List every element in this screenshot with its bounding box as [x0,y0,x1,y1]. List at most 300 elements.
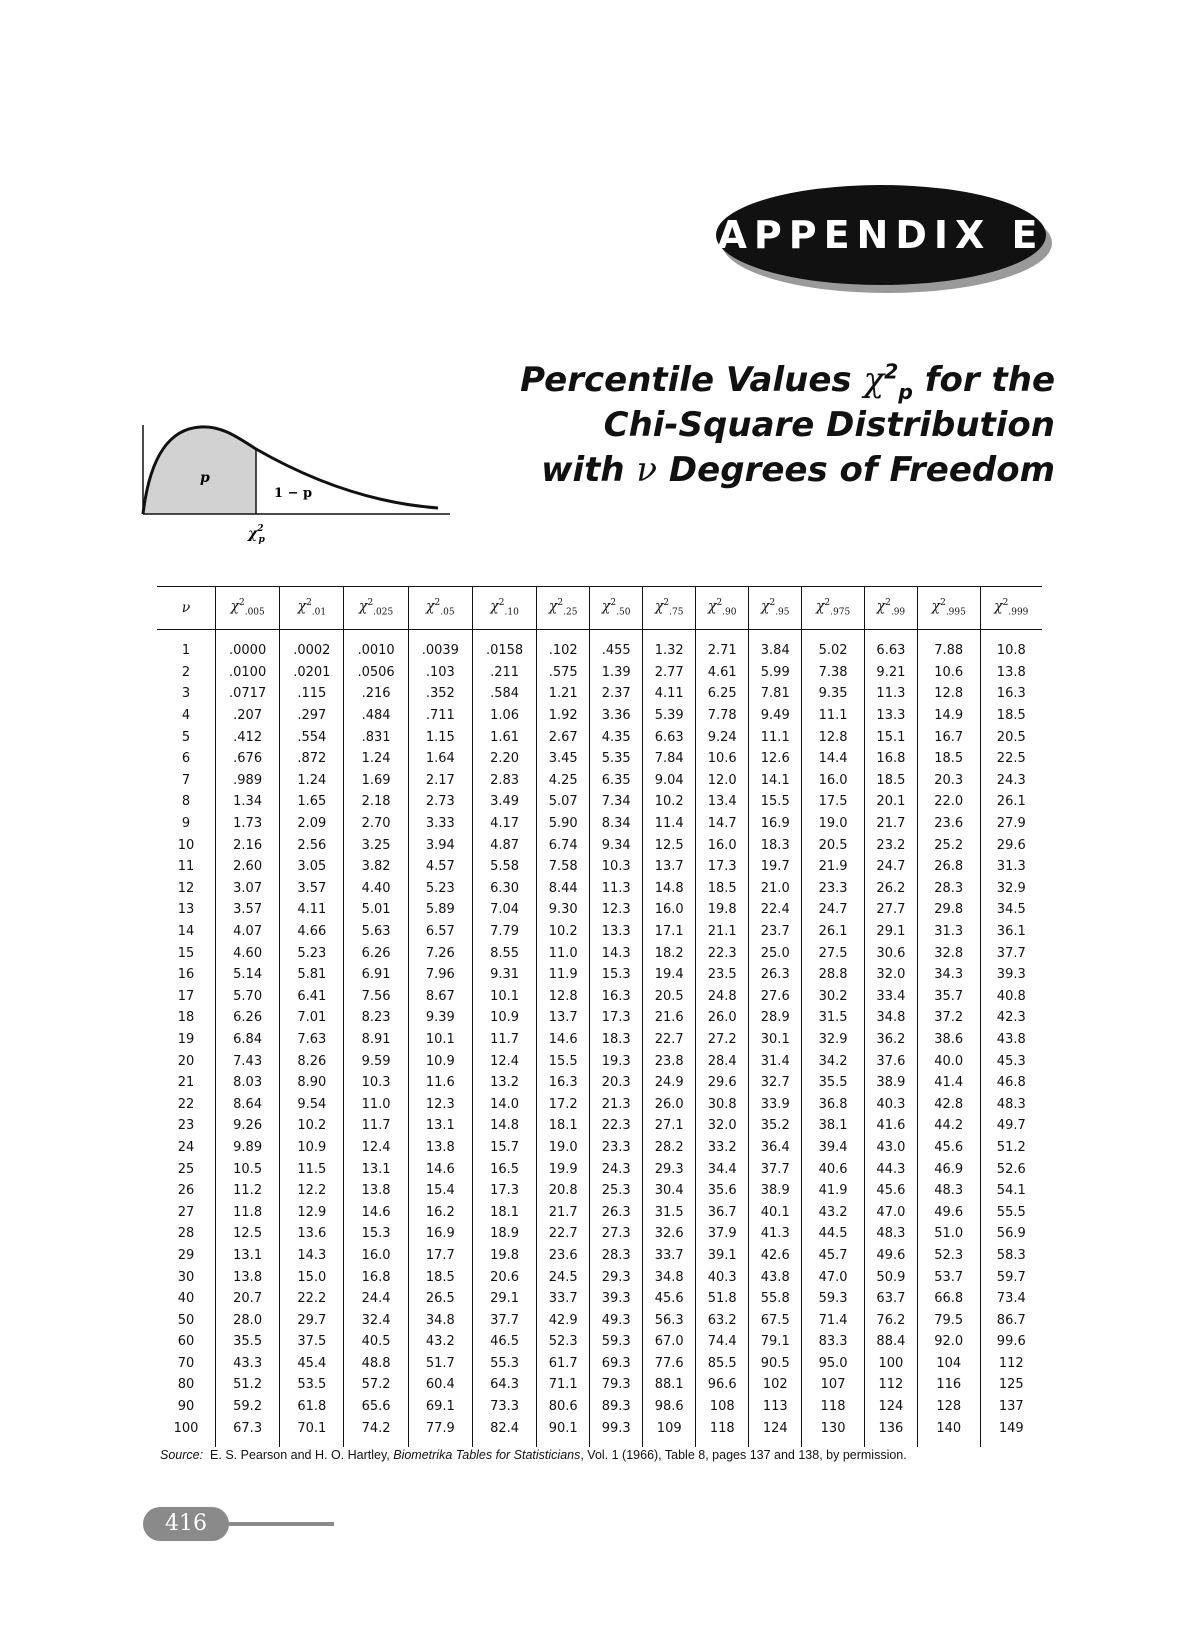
value-cell: 7.26 [408,942,472,964]
value-cell: 36.8 [802,1093,865,1115]
value-cell: 6.74 [537,834,590,856]
value-cell: 13.2 [472,1072,536,1094]
value-cell: 43.8 [980,1029,1042,1051]
value-cell: 2.16 [216,834,280,856]
table-row [157,1137,1042,1159]
value-cell: 5.07 [537,791,590,813]
value-cell: 7.88 [917,630,980,662]
value-cell: 16.8 [864,748,917,770]
value-cell: 3.57 [280,878,344,900]
nu-header: ν [157,587,216,630]
percentile-header: $\chi^2_{.025}$ [344,587,408,630]
degrees-of-freedom-cell: 3 [181,686,191,702]
value-cell: 40.0 [917,1050,980,1072]
value-cell: 17.5 [802,791,865,813]
value-cell: .989 [216,770,280,792]
value-cell: 12.0 [696,770,749,792]
value-cell: 67.0 [643,1331,696,1353]
table-row [157,1050,1042,1072]
value-cell: 7.79 [472,921,536,943]
value-cell: 30.4 [643,1180,696,1202]
value-cell: 51.2 [216,1374,280,1396]
degrees-of-freedom-cell: 13 [177,902,195,918]
value-cell: 26.0 [643,1093,696,1115]
value-cell: 5.89 [408,899,472,921]
value-cell: 11.5 [280,1158,344,1180]
value-cell: 59.3 [590,1331,643,1353]
value-cell: 37.7 [749,1158,802,1180]
value-cell: 15.0 [280,1266,344,1288]
value-cell: 14.7 [696,813,749,835]
value-cell: 14.6 [537,1029,590,1051]
value-cell: 6.57 [408,921,472,943]
value-cell: 48.3 [980,1093,1042,1115]
value-cell: 73.4 [980,1288,1042,1310]
value-cell: 3.82 [344,856,408,878]
table-row [157,1288,1042,1310]
value-cell: 3.33 [408,813,472,835]
value-cell: 9.39 [408,1007,472,1029]
value-cell: 6.25 [696,683,749,705]
table-row [157,1115,1042,1137]
value-cell: 42.9 [537,1309,590,1331]
value-cell: 28.2 [643,1137,696,1159]
value-cell: 4.17 [472,813,536,835]
value-cell: 4.66 [280,921,344,943]
value-cell: 7.34 [590,791,643,813]
p-label: p [200,470,210,486]
value-cell: 20.6 [472,1266,536,1288]
table-row [157,726,1042,748]
value-cell: 86.7 [980,1309,1042,1331]
value-cell: .711 [408,705,472,727]
value-cell: 16.3 [980,683,1042,705]
value-cell: .0002 [280,630,344,662]
source-note [160,1448,907,1462]
value-cell: 31.5 [802,1007,865,1029]
degrees-of-freedom-cell: 22 [177,1096,195,1112]
table-body [157,630,1042,1447]
value-cell: 12.5 [643,834,696,856]
value-cell: 12.6 [749,748,802,770]
value-cell: 40.3 [864,1093,917,1115]
value-cell: 4.35 [590,726,643,748]
value-cell: 45.6 [917,1137,980,1159]
value-cell: 10.2 [643,791,696,813]
value-cell: 1.69 [344,770,408,792]
value-cell: 77.6 [643,1353,696,1375]
value-cell: 3.07 [216,878,280,900]
value-cell: 1.06 [472,705,536,727]
value-cell: 6.26 [344,942,408,964]
value-cell: 21.6 [643,1007,696,1029]
value-cell: 2.60 [216,856,280,878]
value-cell: 2.67 [537,726,590,748]
value-cell: 6.84 [216,1029,280,1051]
value-cell: 12.2 [280,1180,344,1202]
value-cell: 10.9 [280,1137,344,1159]
value-cell: 136 [864,1417,917,1447]
value-cell: 90.5 [749,1353,802,1375]
value-cell: 15.5 [749,791,802,813]
table-row [157,964,1042,986]
value-cell: 22.2 [280,1288,344,1310]
degrees-of-freedom-cell: 27 [177,1204,195,1220]
value-cell: 49.6 [917,1201,980,1223]
value-cell: 15.1 [864,726,917,748]
value-cell: 8.34 [590,813,643,835]
percentile-header: $\chi^2_{.75}$ [643,587,696,630]
value-cell: 49.6 [864,1245,917,1267]
value-cell: 112 [980,1353,1042,1375]
value-cell: 124 [749,1417,802,1447]
value-cell: 100 [864,1353,917,1375]
table-row [157,683,1042,705]
value-cell: 35.6 [696,1180,749,1202]
value-cell: 1.64 [408,748,472,770]
value-cell: 10.3 [344,1072,408,1094]
value-cell: 48.8 [344,1353,408,1375]
value-cell: 45.3 [980,1050,1042,1072]
value-cell: 42.8 [917,1093,980,1115]
value-cell: 8.91 [344,1029,408,1051]
value-cell: 3.45 [537,748,590,770]
value-cell: 9.21 [864,662,917,684]
value-cell: 5.35 [590,748,643,770]
value-cell: 5.01 [344,899,408,921]
value-cell: 26.1 [980,791,1042,813]
value-cell: 125 [980,1374,1042,1396]
value-cell: 1.65 [280,791,344,813]
value-cell: 22.3 [590,1115,643,1137]
value-cell: 39.1 [696,1245,749,1267]
degrees-of-freedom-cell: 5 [181,729,191,745]
table-row [157,856,1042,878]
value-cell: 5.99 [749,662,802,684]
value-cell: 21.3 [590,1093,643,1115]
value-cell: 17.7 [408,1245,472,1267]
value-cell: 69.1 [408,1396,472,1418]
value-cell: 17.2 [537,1093,590,1115]
value-cell: 19.8 [696,899,749,921]
value-cell: 13.8 [408,1137,472,1159]
degrees-of-freedom-cell: 23 [177,1118,195,1134]
value-cell: 27.6 [749,986,802,1008]
value-cell: 5.81 [280,964,344,986]
value-cell: 43.0 [864,1137,917,1159]
value-cell: 102 [749,1374,802,1396]
value-cell: 8.26 [280,1050,344,1072]
value-cell: 13.7 [537,1007,590,1029]
value-cell: 2.73 [408,791,472,813]
value-cell: 99.6 [980,1331,1042,1353]
value-cell: 14.6 [344,1201,408,1223]
value-cell: 67.5 [749,1309,802,1331]
value-cell: 9.35 [802,683,865,705]
value-cell: 13.7 [643,856,696,878]
value-cell: 38.9 [864,1072,917,1094]
table-row [157,1072,1042,1094]
value-cell: 47.0 [864,1201,917,1223]
value-cell: 2.83 [472,770,536,792]
value-cell: 31.3 [917,921,980,943]
value-cell: 54.1 [980,1180,1042,1202]
value-cell: 20.7 [216,1288,280,1310]
value-cell: 34.3 [917,964,980,986]
value-cell: 36.2 [864,1029,917,1051]
value-cell: 22.5 [980,748,1042,770]
table-row [157,1180,1042,1202]
value-cell: 35.5 [802,1072,865,1094]
value-cell: 3.84 [749,630,802,662]
value-cell: 80.6 [537,1396,590,1418]
value-cell: 5.23 [280,942,344,964]
value-cell: 29.7 [280,1309,344,1331]
value-cell: 45.6 [864,1180,917,1202]
value-cell: 13.3 [590,921,643,943]
value-cell: 26.5 [408,1288,472,1310]
percentile-header: $\chi^2_{.90}$ [696,587,749,630]
value-cell: 5.02 [802,630,865,662]
value-cell: 104 [917,1353,980,1375]
value-cell: 29.3 [590,1266,643,1288]
value-cell: 23.6 [917,813,980,835]
value-cell: .0010 [344,630,408,662]
value-cell: 15.7 [472,1137,536,1159]
value-cell: 47.0 [802,1266,865,1288]
value-cell: 44.2 [917,1115,980,1137]
value-cell: 5.39 [643,705,696,727]
value-cell: 40.8 [980,986,1042,1008]
value-cell: 2.71 [696,630,749,662]
table-row [157,1309,1042,1331]
value-cell: 96.6 [696,1374,749,1396]
value-cell: 13.6 [280,1223,344,1245]
degrees-of-freedom-cell: 12 [177,880,195,896]
value-cell: 65.6 [344,1396,408,1418]
value-cell: 29.1 [472,1288,536,1310]
value-cell: 40.1 [749,1201,802,1223]
value-cell: 19.0 [537,1137,590,1159]
value-cell: 11.1 [802,705,865,727]
value-cell: .455 [590,630,643,662]
value-cell: 108 [696,1396,749,1418]
chi-square-table [157,586,1042,1447]
value-cell: 25.2 [917,834,980,856]
table-row [157,1374,1042,1396]
value-cell: 61.7 [537,1353,590,1375]
value-cell: 21.0 [749,878,802,900]
value-cell: 25.3 [590,1180,643,1202]
value-cell: 30.2 [802,986,865,1008]
value-cell: 12.8 [537,986,590,1008]
value-cell: 118 [696,1417,749,1447]
value-cell: 7.58 [537,856,590,878]
value-cell: 30.6 [864,942,917,964]
value-cell: 3.94 [408,834,472,856]
value-cell: 26.3 [749,964,802,986]
value-cell: 24.3 [980,770,1042,792]
degrees-of-freedom-cell: 2 [181,664,191,680]
value-cell: 98.6 [643,1396,696,1418]
value-cell: 19.0 [802,813,865,835]
value-cell: 66.8 [917,1288,980,1310]
value-cell: 18.5 [980,705,1042,727]
value-cell: 5.23 [408,878,472,900]
value-cell: 45.6 [643,1288,696,1310]
degrees-of-freedom-cell: 20 [177,1053,195,1069]
value-cell: 44.3 [864,1158,917,1180]
value-cell: 18.3 [590,1029,643,1051]
value-cell: 17.1 [643,921,696,943]
value-cell: 29.6 [980,834,1042,856]
value-cell: 24.3 [590,1158,643,1180]
value-cell: 16.7 [917,726,980,748]
value-cell: .207 [216,705,280,727]
value-cell: 45.7 [802,1245,865,1267]
value-cell: 3.36 [590,705,643,727]
value-cell: .554 [280,726,344,748]
degrees-of-freedom-cell: 90 [177,1399,195,1415]
value-cell: 9.04 [643,770,696,792]
percentile-header: $\chi^2_{.95}$ [749,587,802,630]
value-cell: 53.5 [280,1374,344,1396]
value-cell: 59.3 [802,1288,865,1310]
value-cell: 89.3 [590,1396,643,1418]
value-cell: 8.55 [472,942,536,964]
value-cell: 11.7 [344,1115,408,1137]
value-cell: 37.9 [696,1223,749,1245]
value-cell: 82.4 [472,1417,536,1447]
value-cell: 116 [917,1374,980,1396]
value-cell: 3.05 [280,856,344,878]
degrees-of-freedom-cell: 29 [177,1247,195,1263]
value-cell: 12.8 [917,683,980,705]
value-cell: .0000 [216,630,280,662]
value-cell: .412 [216,726,280,748]
value-cell: .102 [537,630,590,662]
value-cell: 67.3 [216,1417,280,1447]
page-number: 416 [143,1507,229,1541]
value-cell: 11.0 [344,1093,408,1115]
value-cell: 2.18 [344,791,408,813]
value-cell: 58.3 [980,1245,1042,1267]
value-cell: 1.32 [643,630,696,662]
value-cell: 16.3 [537,1072,590,1094]
value-cell: 43.2 [408,1331,472,1353]
value-cell: 16.3 [590,986,643,1008]
value-cell: 9.89 [216,1137,280,1159]
value-cell: 2.70 [344,813,408,835]
source-label: Source: [160,1448,204,1462]
value-cell: 1.24 [344,748,408,770]
value-cell: 10.5 [216,1158,280,1180]
value-cell: 16.9 [749,813,802,835]
value-cell: 2.37 [590,683,643,705]
value-cell: 33.7 [537,1288,590,1310]
degrees-of-freedom-cell: 18 [177,1010,195,1026]
value-cell: 16.0 [643,899,696,921]
value-cell: 16.0 [344,1245,408,1267]
value-cell: .676 [216,748,280,770]
value-cell: 107 [802,1374,865,1396]
table-row [157,1158,1042,1180]
value-cell: 1.73 [216,813,280,835]
value-cell: 59.2 [216,1396,280,1418]
value-cell: 22.3 [696,942,749,964]
table-header-row [157,587,1042,630]
value-cell: 55.8 [749,1288,802,1310]
value-cell: 49.3 [590,1309,643,1331]
value-cell: 30.8 [696,1093,749,1115]
value-cell: 12.8 [802,726,865,748]
value-cell: 27.2 [696,1029,749,1051]
value-cell: 28.3 [917,878,980,900]
value-cell: 34.8 [643,1266,696,1288]
value-cell: 2.20 [472,748,536,770]
value-cell: 21.7 [864,813,917,835]
value-cell: 36.7 [696,1201,749,1223]
value-cell: 8.67 [408,986,472,1008]
table-row [157,1353,1042,1375]
percentile-header: $\chi^2_{.50}$ [590,587,643,630]
value-cell: 90.1 [537,1417,590,1447]
value-cell: 14.1 [749,770,802,792]
value-cell: 92.0 [917,1331,980,1353]
value-cell: 36.1 [980,921,1042,943]
value-cell: 20.1 [864,791,917,813]
degrees-of-freedom-cell: 14 [177,924,195,940]
value-cell: 7.04 [472,899,536,921]
value-cell: 15.3 [344,1223,408,1245]
value-cell: 16.9 [408,1223,472,1245]
source-book: Biometrika Tables for Statisticians [393,1448,581,1462]
value-cell: 23.3 [802,878,865,900]
value-cell: 20.5 [802,834,865,856]
value-cell: 8.44 [537,878,590,900]
value-cell: 22.7 [643,1029,696,1051]
value-cell: 43.2 [802,1201,865,1223]
value-cell: 37.5 [280,1331,344,1353]
value-cell: 22.7 [537,1223,590,1245]
value-cell: 20.3 [590,1072,643,1094]
degrees-of-freedom-cell: 26 [177,1183,195,1199]
degrees-of-freedom-cell: 28 [177,1226,195,1242]
value-cell: 18.5 [408,1266,472,1288]
value-cell: 52.6 [980,1158,1042,1180]
value-cell: 7.43 [216,1050,280,1072]
percentile-header: $\chi^2_{.999}$ [980,587,1042,630]
degrees-of-freedom-cell: 17 [177,988,195,1004]
value-cell: 5.63 [344,921,408,943]
value-cell: 16.0 [696,834,749,856]
table-row [157,813,1042,835]
degrees-of-freedom-cell: 19 [177,1031,195,1047]
value-cell: 22.4 [749,899,802,921]
degrees-of-freedom-cell: 100 [173,1420,199,1436]
value-cell: 79.1 [749,1331,802,1353]
value-cell: 6.63 [864,630,917,662]
value-cell: 11.0 [537,942,590,964]
value-cell: 64.3 [472,1374,536,1396]
chi-symbol: χ [863,360,885,400]
value-cell: 53.7 [917,1266,980,1288]
value-cell: 17.3 [472,1180,536,1202]
value-cell: 4.57 [408,856,472,878]
value-cell: 13.8 [344,1180,408,1202]
value-cell: 51.0 [917,1223,980,1245]
value-cell: 16.0 [802,770,865,792]
